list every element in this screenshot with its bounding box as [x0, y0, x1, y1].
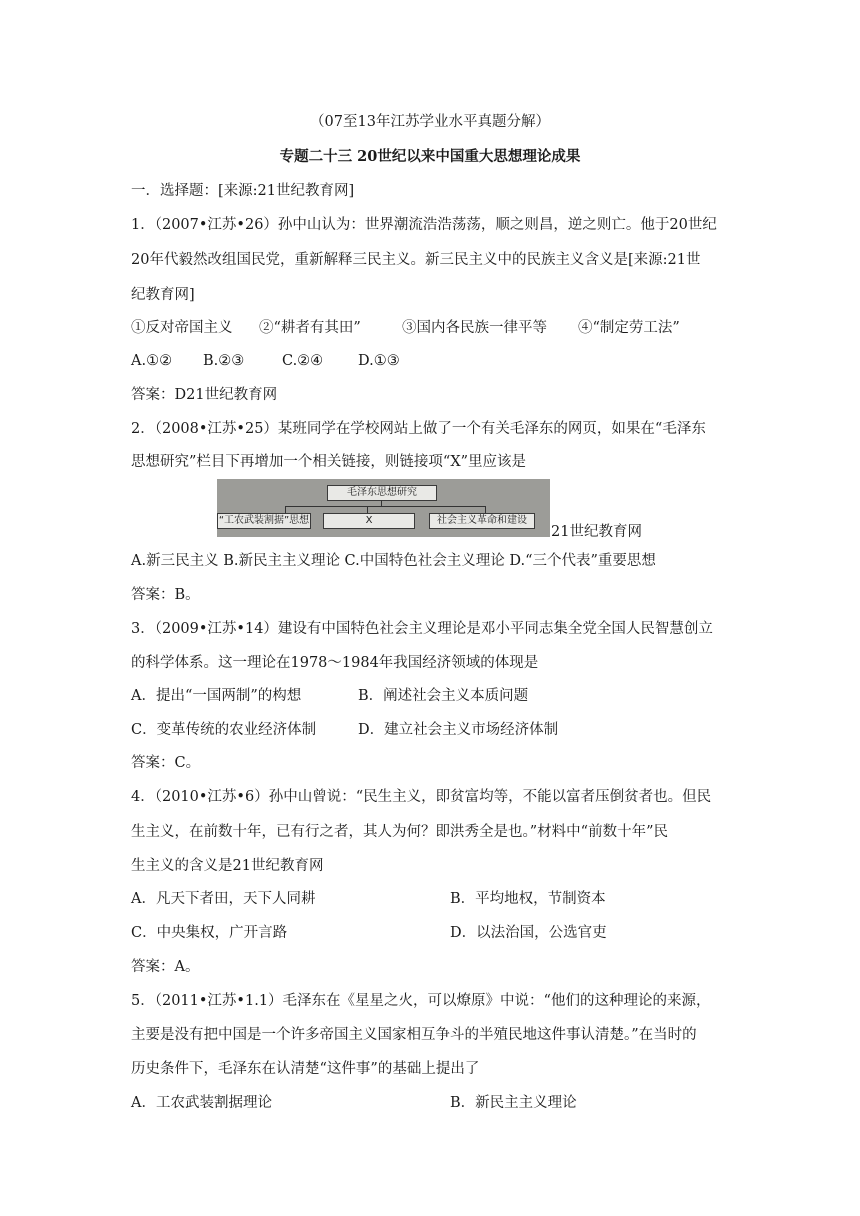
diagram-connector — [367, 506, 368, 513]
q3-stem-line: 的科学体系。这一理论在1978～1984年我国经济领域的体现是 — [131, 655, 539, 671]
q2-options: A.新三民主义 B.新民主主义理论 C.中国特色社会主义理论 D.“三个代表”重要思想 — [131, 553, 656, 569]
q4-option: B．平均地权，节制资本 — [450, 891, 606, 907]
q2-stem-line: 2．（2008•江苏•25）某班同学在学校网站上做了一个有关毛泽东的网页，如果在“毛泽东 — [131, 421, 706, 437]
q3-answer: 答案：C。 — [131, 755, 201, 771]
q1-option: D.①③ — [358, 353, 400, 369]
q3-stem-line: 3．（2009•江苏•14）建设有中国特色社会主义理论是邓小平同志集全党全国人民智慧创立 — [131, 621, 713, 637]
diagram-right-box: 社会主义革命和建设 — [429, 513, 535, 529]
q4-option: D．以法治国，公选官吏 — [450, 925, 607, 941]
diagram-connector — [485, 506, 486, 513]
q1-item: ④“制定劳工法” — [578, 320, 680, 336]
q4-option: A．凡天下者田，天下人同耕 — [131, 891, 316, 907]
q3-option: D．建立社会主义市场经济体制 — [358, 722, 559, 738]
q1-option: B.②③ — [203, 353, 245, 369]
q3-option: B．阐述社会主义本质问题 — [358, 688, 529, 704]
q4-option: C．中央集权，广开言路 — [131, 925, 288, 941]
q1-option: A.①② — [131, 353, 173, 369]
q1-item: ①反对帝国主义 — [131, 320, 233, 336]
q1-item: ③国内各民族一律平等 — [402, 320, 547, 336]
q3-option: C．变革传统的农业经济体制 — [131, 722, 317, 738]
q5-stem-line: 5．（2011•江苏•1.1）毛泽东在《星星之火，可以燎原》中说：“他们的这种理论的来源， — [131, 993, 711, 1009]
diagram-top-box: 毛泽东思想研究 — [327, 485, 437, 501]
document-title: 专题二十三 20世纪以来中国重大思想理论成果 — [279, 148, 581, 165]
q1-answer: 答案：D21世纪教育网 — [131, 387, 278, 403]
q5-stem-line: 历史条件下，毛泽东在认清楚“这件事”的基础上提出了 — [131, 1061, 480, 1077]
q5-stem-line: 主要是没有把中国是一个许多帝国主义国家相互争斗的半殖民地这件事认清楚。”在当时的 — [131, 1027, 697, 1043]
q2-answer: 答案：B。 — [131, 587, 200, 603]
diagram-connector — [285, 506, 286, 513]
q5-option: A．工农武装割据理论 — [131, 1095, 272, 1111]
q1-stem-line: 20年代毅然改组国民党，重新解释三民主义。新三民主义中的民族主义含义是[来源:21世 — [131, 252, 701, 268]
q4-answer: 答案：A。 — [131, 959, 200, 975]
q5-option: B．新民主主义理论 — [450, 1095, 577, 1111]
q2-diagram-photo — [217, 479, 550, 537]
q4-stem-line: 4．（2010•江苏•6）孙中山曾说：“民生主义，即贫富均等，不能以富者压倒贫者也。但民 — [131, 789, 712, 805]
q2-stem-line: 思想研究”栏目下再增加一个相关链接，则链接项“X”里应该是 — [131, 454, 527, 470]
q1-item: ②“耕者有其田” — [259, 320, 361, 336]
section-heading: 一．选择题：[来源:21世纪教育网] — [131, 183, 355, 199]
document-subtitle: （07至13年江苏学业水平真题分解） — [310, 114, 550, 130]
diagram-connector — [285, 506, 485, 507]
q1-stem-line: 纪教育网] — [131, 287, 195, 303]
diagram-left-box: “工农武装割据”思想 — [217, 513, 311, 529]
q1-stem-line: 1．（2007•江苏•26）孙中山认为：世界潮流浩浩荡荡，顺之则昌，逆之则亡。他于20世纪 — [131, 217, 717, 233]
diagram-middle-box: X — [323, 513, 415, 529]
q4-stem-line: 生主义的含义是21世纪教育网 — [131, 858, 324, 874]
q3-option: A．提出“一国两制”的构想 — [131, 688, 302, 704]
q4-stem-line: 生主义，在前数十年，已有行之者，其人为何？即洪秀全是也。”材料中“前数十年”民 — [131, 824, 668, 840]
q1-option: C.②④ — [282, 353, 324, 369]
q2-figure-caption: 21世纪教育网 — [551, 524, 642, 540]
